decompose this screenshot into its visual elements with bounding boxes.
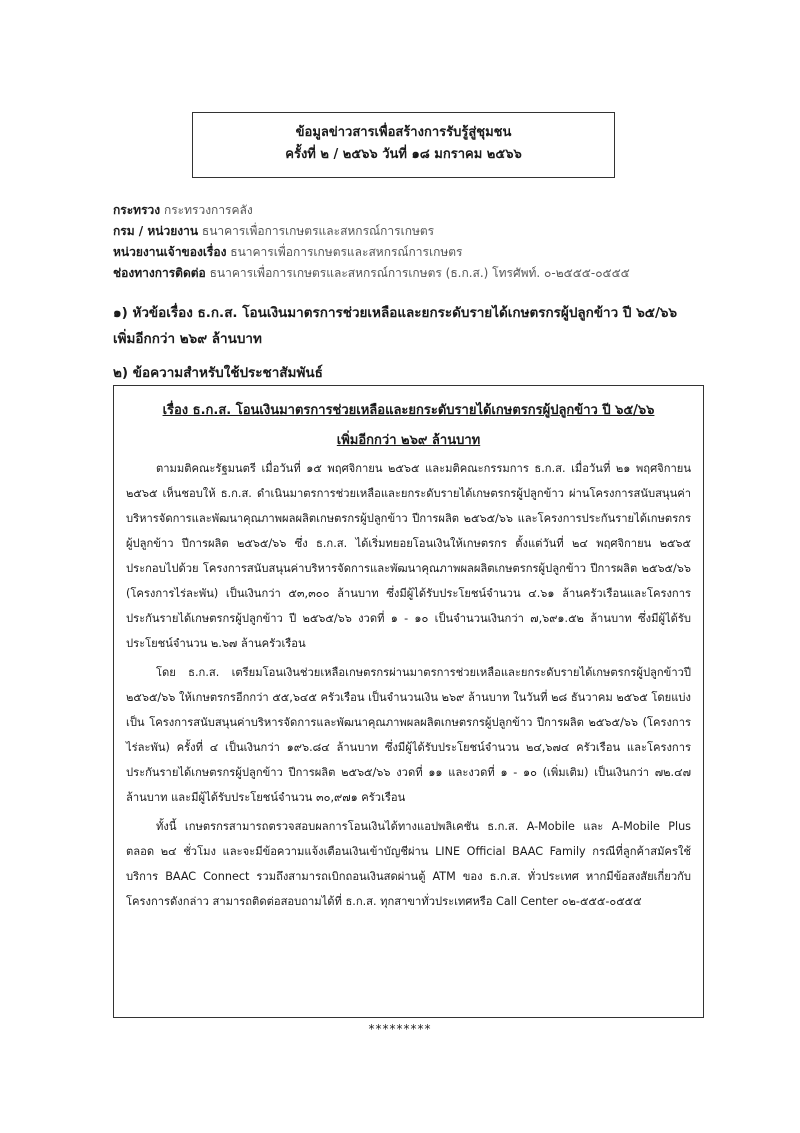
contact-value: ธนาคารเพื่อการเกษตรและสหกรณ์การเกษตร (ธ.ก.ส.) โทรศัพท์. ๐-๒๕๕๕-๐๕๕๕ [209,266,630,280]
meta-ministry [113,200,713,221]
owner-label: หน่วยงานเจ้าของเรื่อง [113,245,227,259]
document-meta [113,200,713,284]
document-title: ข้อมูลข่าวสารเพื่อสร้างการรับรู้สู่ชุมชน [295,125,512,140]
ministry-value: กระทรวงการคลัง [163,203,253,217]
department-value: ธนาคารเพื่อการเกษตรและสหกรณ์การเกษตร [201,224,435,238]
end-separator: ********* [368,1022,432,1036]
owner-value: ธนาคารเพื่อการเกษตรและสหกรณ์การเกษตร [230,245,463,259]
section-1-line-1: ๑) หัวข้อเรื่อง ธ.ก.ส. โอนเงินมาตรการช่วยเหลือและยกระดับรายได้เกษตรกรผู้ปลูกข้าว ปี ๖๕/๖๖ [113,305,678,321]
ministry-label: กระทรวง [113,203,161,217]
article-title-line-2: เพิ่มอีกกว่า ๒๖๙ ล้านบาท [336,433,481,448]
article-title-line-1: เรื่อง ธ.ก.ส. โอนเงินมาตรการช่วยเหลือและยกระดับรายได้เกษตรกรผู้ปลูกข้าว ปี ๖๕/๖๖ [162,403,655,418]
issue-line: ครั้งที่ ๒ / ๒๕๖๖ วันที่ ๑๘ มกราคม ๒๕๖๖ [285,147,522,162]
contact-label: ช่องทางการติดต่อ [113,266,206,280]
document-header-box [192,112,615,178]
meta-department [113,221,713,242]
section-1-line-2: เพิ่มอีกกว่า ๒๖๙ ล้านบาท [113,331,262,347]
article-paragraph-1: ตามมติคณะรัฐมนตรี เมื่อวันที่ ๑๕ พฤศจิกายน ๒๕๖๕ และมติคณะกรรมการ ธ.ก.ส. เมื่อวันที่ ๒๑ พฤศจิกายน ๒๕๖๕ เห็นชอบให้ ธ.ก.ส. ดำเนินมาตรการช่วยเหลือและยกระดับรายได้เกษตรกรผู้ปลูกข้าว ผ่านโครงการสนับสนุนค่าบริหารจัดการและพัฒนาคุณภาพผลผลิตเกษตรกรผู้ปลูกข้าว ปีการผลิต ๒๕๖๕/๖๖ และโครงการประกันรายได้เกษตรกรผู้ปลูกข้าว ปีการผลิต ๒๕๖๕/๖๖ ซึ่ง ธ.ก.ส. ได้เริ่มทยอยโอนเงินให้เกษตรกร ตั้งแต่วันที่ ๒๔ พฤศจิกายน ๒๕๖๕ ประกอบไปด้วย โครงการสนับสนุนค่าบริหารจัดการและพัฒนาคุณภาพผลผลิตเกษตรกรผู้ปลูกข้าว ปีการผลิต ๒๕๖๕/๖๖ (โครงการไร่ละพัน) เป็นเงินกว่า ๕๓,๓๐๐ ล้านบาท ซึ่งมีผู้ได้รับประโยชน์จำนวน ๔.๖๑ ล้านครัวเรือนและโครงการประกันรายได้เกษตรกรผู้ปลูกข้าว ปี ๒๕๖๕/๖๖ งวดที่ ๑ - ๑๐ เป็นจำนวนเงินกว่า ๗,๖๙๑.๕๒ ล้านบาท ซึ่งมีผู้ได้รับประโยชน์จำนวน ๒.๖๗ ล้านครัวเรือน [126,462,691,650]
press-release-box [113,385,704,1018]
section-1-topic [113,300,713,352]
section-2-heading: ๒) ข้อความสำหรับใช้ประชาสัมพันธ์ [113,365,323,381]
article-paragraph-2: โดย ธ.ก.ส. เตรียมโอนเงินช่วยเหลือเกษตรกรผ่านมาตรการช่วยเหลือและยกระดับรายได้เกษตรกรผู้ปลูกข้าวปี ๒๕๖๕/๖๖ ให้เกษตรกรอีกกว่า ๕๕,๖๔๕ ครัวเรือน เป็นจำนวนเงิน ๒๖๙ ล้านบาท ในวันที่ ๒๘ ธันวาคม ๒๕๖๕ โดยแบ่งเป็น โครงการสนับสนุนค่าบริหารจัดการและพัฒนาคุณภาพผลผลิตเกษตรกรผู้ปลูกข้าว ปีการผลิต ๒๕๖๕/๖๖ (โครงการไร่ละพัน) ครั้งที่ ๔ เป็นเงินกว่า ๑๙๖.๘๔ ล้านบาท ซึ่งมีผู้ได้รับประโยชน์จำนวน ๒๔,๖๗๔ ครัวเรือน และโครงการประกันรายได้เกษตรกรผู้ปลูกข้าว ปีการผลิต ๒๕๖๕/๖๖ งวดที่ ๑๑ และงวดที่ ๑ - ๑๐ (เพิ่มเติม) เป็นเงินกว่า ๗๒.๔๗ ล้านบาท และมีผู้ได้รับประโยชน์จำนวน ๓๐,๙๗๑ ครัวเรือน [126,666,691,804]
meta-owner [113,242,713,263]
department-label: กรม / หน่วยงาน [113,224,199,238]
article-paragraph-3: ทั้งนี้ เกษตรกรสามารถตรวจสอบผลการโอนเงินได้ทางแอปพลิเคชัน ธ.ก.ส. A-Mobile และ A-Mobile Plus ตลอด ๒๔ ชั่วโมง และจะมีข้อความแจ้งเตือนเงินเข้าบัญชีผ่าน LINE Official BAAC Family กรณีที่ลูกค้าสมัครใช้บริการ BAAC Connect รวมถึงสามารถเบิกถอนเงินสดผ่านตู้ ATM ของ ธ.ก.ส. ทั่วประเทศ หากมีข้อสงสัยเกี่ยวกับโครงการดังกล่าว สามารถติดต่อสอบถามได้ที่ ธ.ก.ส. ทุกสาขาทั่วประเทศหรือ Call Center ๐๒-๕๕๕-๐๕๕๕ [126,820,691,908]
meta-contact [113,263,713,284]
